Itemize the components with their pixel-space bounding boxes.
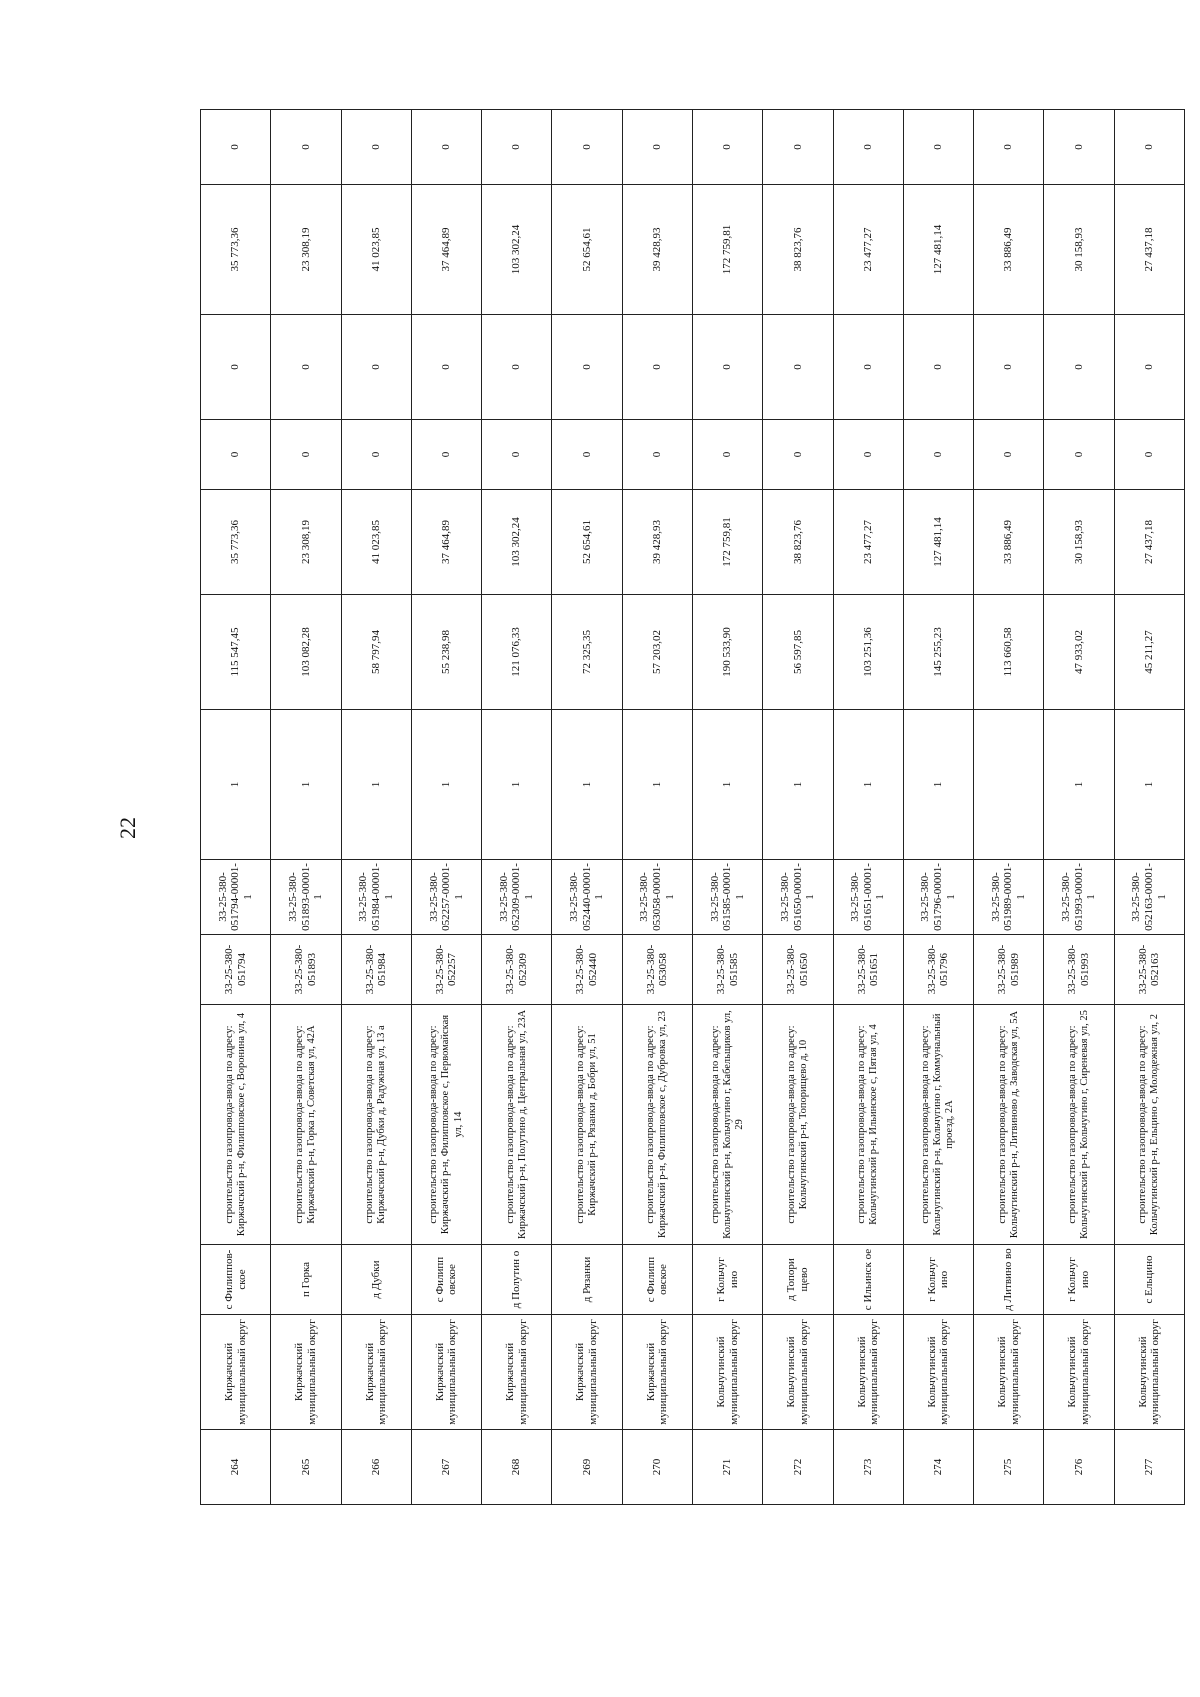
table-row <box>763 110 833 1505</box>
value-cell: 0 <box>1114 110 1184 185</box>
code-cell: 33-25-380-052440 <box>552 935 622 1005</box>
district-cell: Киржачский муниципальный округ <box>201 1315 271 1430</box>
value-cell: 0 <box>271 315 341 420</box>
row-number-cell: 273 <box>833 1430 903 1505</box>
value-cell: 30 158,93 <box>1044 185 1114 315</box>
value-cell: 0 <box>622 315 692 420</box>
page-number: 22 <box>115 817 140 839</box>
full-code-cell: 33-25-380-051893-00001-1 <box>271 860 341 935</box>
value-cell: 72 325,35 <box>552 595 622 710</box>
quantity-cell: 1 <box>903 710 973 860</box>
value-cell: 0 <box>974 315 1044 420</box>
row-number-cell: 264 <box>201 1430 271 1505</box>
object-description-cell: строительство газопровода-ввода по адресу: Кольчугинский р-н, Ельцино с, Молодежная ул, 2 <box>1114 1005 1184 1245</box>
value-cell: 33 886,49 <box>974 490 1044 595</box>
value-cell: 0 <box>482 420 552 490</box>
object-description-cell: строительство газопровода-ввода по адресу: Кольчугинский р-н, Ильинское с, Пятая ул, 4 <box>833 1005 903 1245</box>
full-code-cell: 33-25-380-053058-00001-1 <box>622 860 692 935</box>
locality-cell: д Рязанки <box>552 1245 622 1315</box>
object-description-cell: строительство газопровода-ввода по адресу: Кольчугинский р-н, Топорищево д, 10 <box>763 1005 833 1245</box>
table-row <box>201 110 271 1505</box>
code-cell: 33-25-380-052257 <box>411 935 481 1005</box>
value-cell: 172 759,81 <box>692 185 762 315</box>
code-cell: 33-25-380-051650 <box>763 935 833 1005</box>
locality-cell: с Филипп овское <box>622 1245 692 1315</box>
value-cell: 0 <box>482 110 552 185</box>
value-cell: 27 437,18 <box>1114 185 1184 315</box>
row-number-cell: 266 <box>341 1430 411 1505</box>
table-row <box>1114 110 1184 1505</box>
value-cell: 0 <box>341 315 411 420</box>
quantity-cell: 1 <box>552 710 622 860</box>
value-cell: 0 <box>833 315 903 420</box>
data-table <box>200 109 1185 1505</box>
district-cell: Кольчугинский муниципальный округ <box>1114 1315 1184 1430</box>
value-cell: 0 <box>692 420 762 490</box>
value-cell: 23 308,19 <box>271 490 341 595</box>
quantity-cell: 1 <box>411 710 481 860</box>
row-number-cell: 270 <box>622 1430 692 1505</box>
value-cell: 0 <box>833 420 903 490</box>
code-cell: 33-25-380-051984 <box>341 935 411 1005</box>
value-cell: 0 <box>692 110 762 185</box>
value-cell: 0 <box>1044 110 1114 185</box>
locality-cell: с Филипп овское <box>411 1245 481 1315</box>
object-description-cell: строительство газопровода-ввода по адресу: Киржачский р-н, Рязанки д, Бобри ул, 51 <box>552 1005 622 1245</box>
table-row <box>692 110 762 1505</box>
row-number-cell: 274 <box>903 1430 973 1505</box>
value-cell: 0 <box>763 315 833 420</box>
table-row <box>552 110 622 1505</box>
value-cell: 172 759,81 <box>692 490 762 595</box>
full-code-cell: 33-25-380-052257-00001-1 <box>411 860 481 935</box>
full-code-cell: 33-25-380-051651-00001-1 <box>833 860 903 935</box>
full-code-cell: 33-25-380-051989-00001-1 <box>974 860 1044 935</box>
object-description-cell: строительство газопровода-ввода по адресу: Киржачский р-н, Филипповское с, Воронина ул, 4 <box>201 1005 271 1245</box>
value-cell: 37 464,89 <box>411 490 481 595</box>
table-row <box>903 110 973 1505</box>
row-number-cell: 275 <box>974 1430 1044 1505</box>
row-number-cell: 271 <box>692 1430 762 1505</box>
quantity-cell: 1 <box>1114 710 1184 860</box>
value-cell: 38 823,76 <box>763 490 833 595</box>
value-cell: 0 <box>1114 420 1184 490</box>
district-cell: Киржачский муниципальный округ <box>622 1315 692 1430</box>
value-cell: 0 <box>411 315 481 420</box>
full-code-cell: 33-25-380-051794-00001-1 <box>201 860 271 935</box>
value-cell: 145 255,23 <box>903 595 973 710</box>
full-code-cell: 33-25-380-051650-00001-1 <box>763 860 833 935</box>
row-number-cell: 265 <box>271 1430 341 1505</box>
locality-cell: п Горка <box>271 1245 341 1315</box>
value-cell: 121 076,33 <box>482 595 552 710</box>
quantity-cell: 1 <box>763 710 833 860</box>
table-row <box>1044 110 1114 1505</box>
value-cell: 0 <box>341 110 411 185</box>
value-cell: 115 547,45 <box>201 595 271 710</box>
full-code-cell: 33-25-380-051984-00001-1 <box>341 860 411 935</box>
value-cell: 113 660,58 <box>974 595 1044 710</box>
value-cell: 0 <box>1044 420 1114 490</box>
value-cell: 0 <box>974 110 1044 185</box>
value-cell: 0 <box>903 110 973 185</box>
value-cell: 0 <box>201 315 271 420</box>
value-cell: 0 <box>622 420 692 490</box>
quantity-cell: 1 <box>692 710 762 860</box>
value-cell: 0 <box>763 110 833 185</box>
table-row <box>482 110 552 1505</box>
locality-cell: с Ельцино <box>1114 1245 1184 1315</box>
table-row <box>833 110 903 1505</box>
value-cell: 0 <box>201 420 271 490</box>
rotated-table-container <box>200 110 1185 1505</box>
value-cell: 23 477,27 <box>833 185 903 315</box>
district-cell: Кольчугинский муниципальный округ <box>903 1315 973 1430</box>
locality-cell: д Дубки <box>341 1245 411 1315</box>
object-description-cell: строительство газопровода-ввода по адресу: Киржачский р-н, Филипповское с, Первомайская ул, 14 <box>411 1005 481 1245</box>
row-number-cell: 267 <box>411 1430 481 1505</box>
object-description-cell: строительство газопровода-ввода по адресу: Кольчугинский р-н, Кольчугино г, Коммунальный проезд, 2А <box>903 1005 973 1245</box>
value-cell: 37 464,89 <box>411 185 481 315</box>
row-number-cell: 276 <box>1044 1430 1114 1505</box>
district-cell: Кольчугинский муниципальный округ <box>763 1315 833 1430</box>
row-number-cell: 268 <box>482 1430 552 1505</box>
value-cell: 58 797,94 <box>341 595 411 710</box>
code-cell: 33-25-380-051989 <box>974 935 1044 1005</box>
value-cell: 0 <box>201 110 271 185</box>
value-cell: 0 <box>552 315 622 420</box>
object-description-cell: строительство газопровода-ввода по адресу: Киржачский р-н, Дубки д, Радужная ул, 13 а <box>341 1005 411 1245</box>
value-cell: 0 <box>271 110 341 185</box>
locality-cell: с Филипповское <box>201 1245 271 1315</box>
value-cell: 0 <box>411 110 481 185</box>
value-cell: 190 533,90 <box>692 595 762 710</box>
value-cell: 0 <box>1114 315 1184 420</box>
object-description-cell: строительство газопровода-ввода по адресу: Киржачский р-н, Полутино д, Центральная ул, 23А <box>482 1005 552 1245</box>
quantity-cell <box>974 710 1044 860</box>
code-cell: 33-25-380-052309 <box>482 935 552 1005</box>
quantity-cell: 1 <box>201 710 271 860</box>
value-cell: 47 933,02 <box>1044 595 1114 710</box>
value-cell: 39 428,93 <box>622 490 692 595</box>
value-cell: 56 597,85 <box>763 595 833 710</box>
district-cell: Киржачский муниципальный округ <box>482 1315 552 1430</box>
table-row <box>411 110 481 1505</box>
code-cell: 33-25-380-051893 <box>271 935 341 1005</box>
district-cell: Киржачский муниципальный округ <box>341 1315 411 1430</box>
value-cell: 0 <box>974 420 1044 490</box>
full-code-cell: 33-25-380-052163-00001-1 <box>1114 860 1184 935</box>
code-cell: 33-25-380-051796 <box>903 935 973 1005</box>
full-code-cell: 33-25-380-051585-00001-1 <box>692 860 762 935</box>
value-cell: 39 428,93 <box>622 185 692 315</box>
table-row <box>974 110 1044 1505</box>
quantity-cell: 1 <box>833 710 903 860</box>
locality-cell: д Литвино во <box>974 1245 1044 1315</box>
value-cell: 52 654,61 <box>552 490 622 595</box>
value-cell: 0 <box>552 420 622 490</box>
value-cell: 38 823,76 <box>763 185 833 315</box>
object-description-cell: строительство газопровода-ввода по адресу: Киржачский р-н, Филипповское с, Дубровка ул, 23 <box>622 1005 692 1245</box>
value-cell: 103 302,24 <box>482 185 552 315</box>
value-cell: 57 203,02 <box>622 595 692 710</box>
value-cell: 33 886,49 <box>974 185 1044 315</box>
code-cell: 33-25-380-052163 <box>1114 935 1184 1005</box>
object-description-cell: строительство газопровода-ввода по адресу: Киржачский р-н, Горка п, Советская ул, 42А <box>271 1005 341 1245</box>
object-description-cell: строительство газопровода-ввода по адресу: Кольчугинский р-н, Кольчугино г, Кабельщиков ул, 29 <box>692 1005 762 1245</box>
district-cell: Киржачский муниципальный округ <box>271 1315 341 1430</box>
code-cell: 33-25-380-051585 <box>692 935 762 1005</box>
code-cell: 33-25-380-051651 <box>833 935 903 1005</box>
value-cell: 127 481,14 <box>903 490 973 595</box>
value-cell: 0 <box>833 110 903 185</box>
quantity-cell: 1 <box>482 710 552 860</box>
value-cell: 0 <box>903 420 973 490</box>
full-code-cell: 33-25-380-052309-00001-1 <box>482 860 552 935</box>
code-cell: 33-25-380-051794 <box>201 935 271 1005</box>
quantity-cell: 1 <box>622 710 692 860</box>
value-cell: 127 481,14 <box>903 185 973 315</box>
value-cell: 103 082,28 <box>271 595 341 710</box>
value-cell: 0 <box>341 420 411 490</box>
value-cell: 103 251,36 <box>833 595 903 710</box>
quantity-cell: 1 <box>341 710 411 860</box>
value-cell: 30 158,93 <box>1044 490 1114 595</box>
locality-cell: д Топори щево <box>763 1245 833 1315</box>
quantity-cell: 1 <box>1044 710 1114 860</box>
value-cell: 27 437,18 <box>1114 490 1184 595</box>
value-cell: 0 <box>903 315 973 420</box>
code-cell: 33-25-380-051993 <box>1044 935 1114 1005</box>
district-cell: Кольчугинский муниципальный округ <box>833 1315 903 1430</box>
table-row <box>341 110 411 1505</box>
value-cell: 55 238,98 <box>411 595 481 710</box>
value-cell: 41 023,85 <box>341 185 411 315</box>
value-cell: 0 <box>763 420 833 490</box>
full-code-cell: 33-25-380-051993-00001-1 <box>1044 860 1114 935</box>
object-description-cell: строительство газопровода-ввода по адресу: Кольчугинский р-н, Кольчугино г, Сиреневая ул, 25 <box>1044 1005 1114 1245</box>
value-cell: 0 <box>482 315 552 420</box>
full-code-cell: 33-25-380-051796-00001-1 <box>903 860 973 935</box>
value-cell: 41 023,85 <box>341 490 411 595</box>
table-row <box>271 110 341 1505</box>
value-cell: 0 <box>552 110 622 185</box>
locality-cell: г Кольчуг ино <box>1044 1245 1114 1315</box>
table-row <box>622 110 692 1505</box>
row-number-cell: 269 <box>552 1430 622 1505</box>
value-cell: 103 302,24 <box>482 490 552 595</box>
value-cell: 45 211,27 <box>1114 595 1184 710</box>
object-description-cell: строительство газопровода-ввода по адресу: Кольчугинский р-н, Литвиново д, Заводская ул, 5А <box>974 1005 1044 1245</box>
table-body <box>201 110 1185 1505</box>
quantity-cell: 1 <box>271 710 341 860</box>
value-cell: 0 <box>411 420 481 490</box>
locality-cell: г Кольчуг ино <box>903 1245 973 1315</box>
district-cell: Кольчугинский муниципальный округ <box>974 1315 1044 1430</box>
value-cell: 35 773,36 <box>201 490 271 595</box>
locality-cell: д Полутин о <box>482 1245 552 1315</box>
value-cell: 0 <box>622 110 692 185</box>
district-cell: Киржачский муниципальный округ <box>411 1315 481 1430</box>
value-cell: 0 <box>1044 315 1114 420</box>
locality-cell: г Кольчуг ино <box>692 1245 762 1315</box>
value-cell: 0 <box>692 315 762 420</box>
value-cell: 23 477,27 <box>833 490 903 595</box>
code-cell: 33-25-380-053058 <box>622 935 692 1005</box>
value-cell: 0 <box>271 420 341 490</box>
district-cell: Киржачский муниципальный округ <box>552 1315 622 1430</box>
locality-cell: с Ильинск ое <box>833 1245 903 1315</box>
row-number-cell: 277 <box>1114 1430 1184 1505</box>
value-cell: 52 654,61 <box>552 185 622 315</box>
value-cell: 35 773,36 <box>201 185 271 315</box>
district-cell: Кольчугинский муниципальный округ <box>1044 1315 1114 1430</box>
value-cell: 23 308,19 <box>271 185 341 315</box>
district-cell: Кольчугинский муниципальный округ <box>692 1315 762 1430</box>
full-code-cell: 33-25-380-052440-00001-1 <box>552 860 622 935</box>
row-number-cell: 272 <box>763 1430 833 1505</box>
